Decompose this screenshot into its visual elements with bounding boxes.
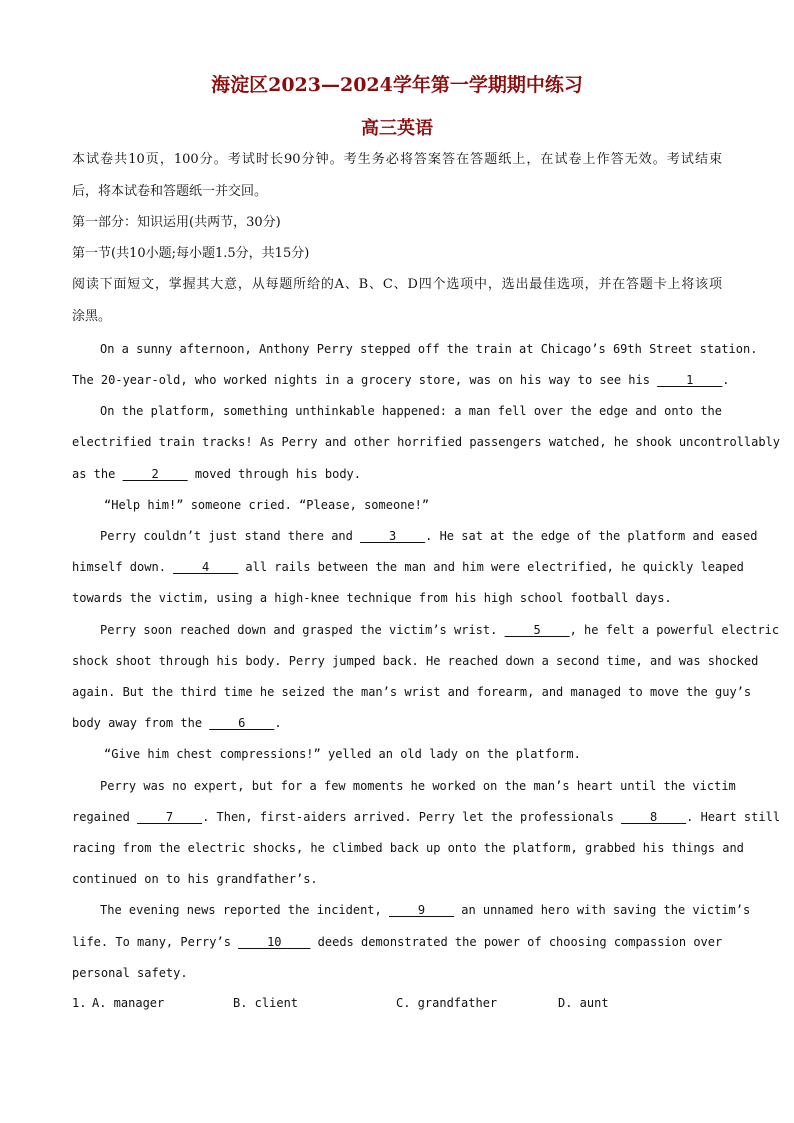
passage-line: personal safety. [72,966,188,980]
passage-line: Perry was no expert, but for a few moments he worked on the man’s heart until the victim [100,779,736,793]
passage-line: “Help him!” someone cried. “Please, someone!” [104,498,430,512]
blank-3[interactable]: ____3____ [360,529,426,543]
blank-5[interactable]: ____5____ [504,623,570,637]
blank-9[interactable]: ____9____ [388,903,455,917]
passage-line: life. To many, Perry’s ____10____ deeds demonstrated the power of choosing compassion over [72,935,723,949]
blank-2[interactable]: ____2____ [122,467,188,481]
blank-4[interactable]: ____4____ [173,560,239,574]
blank-7[interactable]: ____7____ [137,810,203,824]
instructions-line-1: 本试卷共10页，100分。考试时长90分钟。考生务必将答案答在答题纸上，在试卷上作答无效。考试结束 [72,152,722,167]
exam-title: 海淀区2023—2024学年第一学期期中练习 [211,74,583,96]
part-heading: 第一部分：知识运用(共两节，30分) [72,215,281,230]
passage-line: continued on to his grandfather’s. [72,872,318,886]
blank-1[interactable]: ____1____ [657,373,723,387]
blank-10[interactable]: ____10____ [238,935,311,949]
passage-line: Perry couldn’t just stand there and ____3____. He sat at the edge of the platform and eased [100,529,758,543]
question-number: 1. [72,996,87,1010]
directions-line-2: 涂黑。 [72,309,112,324]
passage-line: racing from the electric shocks, he climbed back up onto the platform, grabbed his things and [72,841,744,855]
passage-line: electrified train tracks! As Perry and other horrified passengers watched, he shook uncontrollably [72,435,781,449]
passage-line: The 20-year-old, who worked nights in a grocery store, was on his way to see his ____1____. [72,373,730,387]
passage-line: as the ____2____ moved through his body. [72,467,361,481]
passage-line: The evening news reported the incident, ____9____ an unnamed hero with saving the victim’s [100,903,751,917]
blank-6[interactable]: ____6____ [209,716,275,730]
passage-line: On a sunny afternoon, Anthony Perry stepped off the train at Chicago’s 69th Street station. [100,342,758,356]
passage-line: body away from the ____6____. [72,716,282,730]
instructions-line-2: 后，将本试卷和答题纸一并交回。 [72,184,268,199]
passage-line: Perry soon reached down and grasped the victim’s wrist. ____5____, he felt a powerful electric [100,623,780,637]
passage-line: towards the victim, using a high-knee technique from his high school football days. [72,591,672,605]
passage-line: again. But the third time he seized the man’s wrist and forearm, and managed to move the guy’s [72,685,752,699]
passage-line: On the platform, something unthinkable happened: a man fell over the edge and onto the [100,404,722,418]
option-a[interactable]: A. manager [92,996,165,1010]
option-b[interactable]: B. client [233,996,299,1010]
option-d[interactable]: D. aunt [558,996,609,1010]
passage-line: “Give him chest compressions!” yelled an old lady on the platform. [104,747,581,761]
passage-line: regained ____7____. Then, first-aiders arrived. Perry let the professionals ____8____. Heart still [72,810,781,824]
exam-subtitle: 高三英语 [361,118,433,139]
directions-line-1: 阅读下面短文，掌握其大意，从每题所给的A、B、C、D四个选项中，选出最佳选项，并在答题卡上将该项 [72,277,722,292]
blank-8[interactable]: ____8____ [621,810,687,824]
passage-line: himself down. ____4____ all rails between the man and him were electrified, he quickly leaped [72,560,744,574]
section-heading: 第一节(共10小题;每小题1.5分，共15分) [72,246,310,261]
passage-line: shock shoot through his body. Perry jumped back. He reached down a second time, and was shocked [72,654,759,668]
option-c[interactable]: C. grandfather [396,996,498,1010]
